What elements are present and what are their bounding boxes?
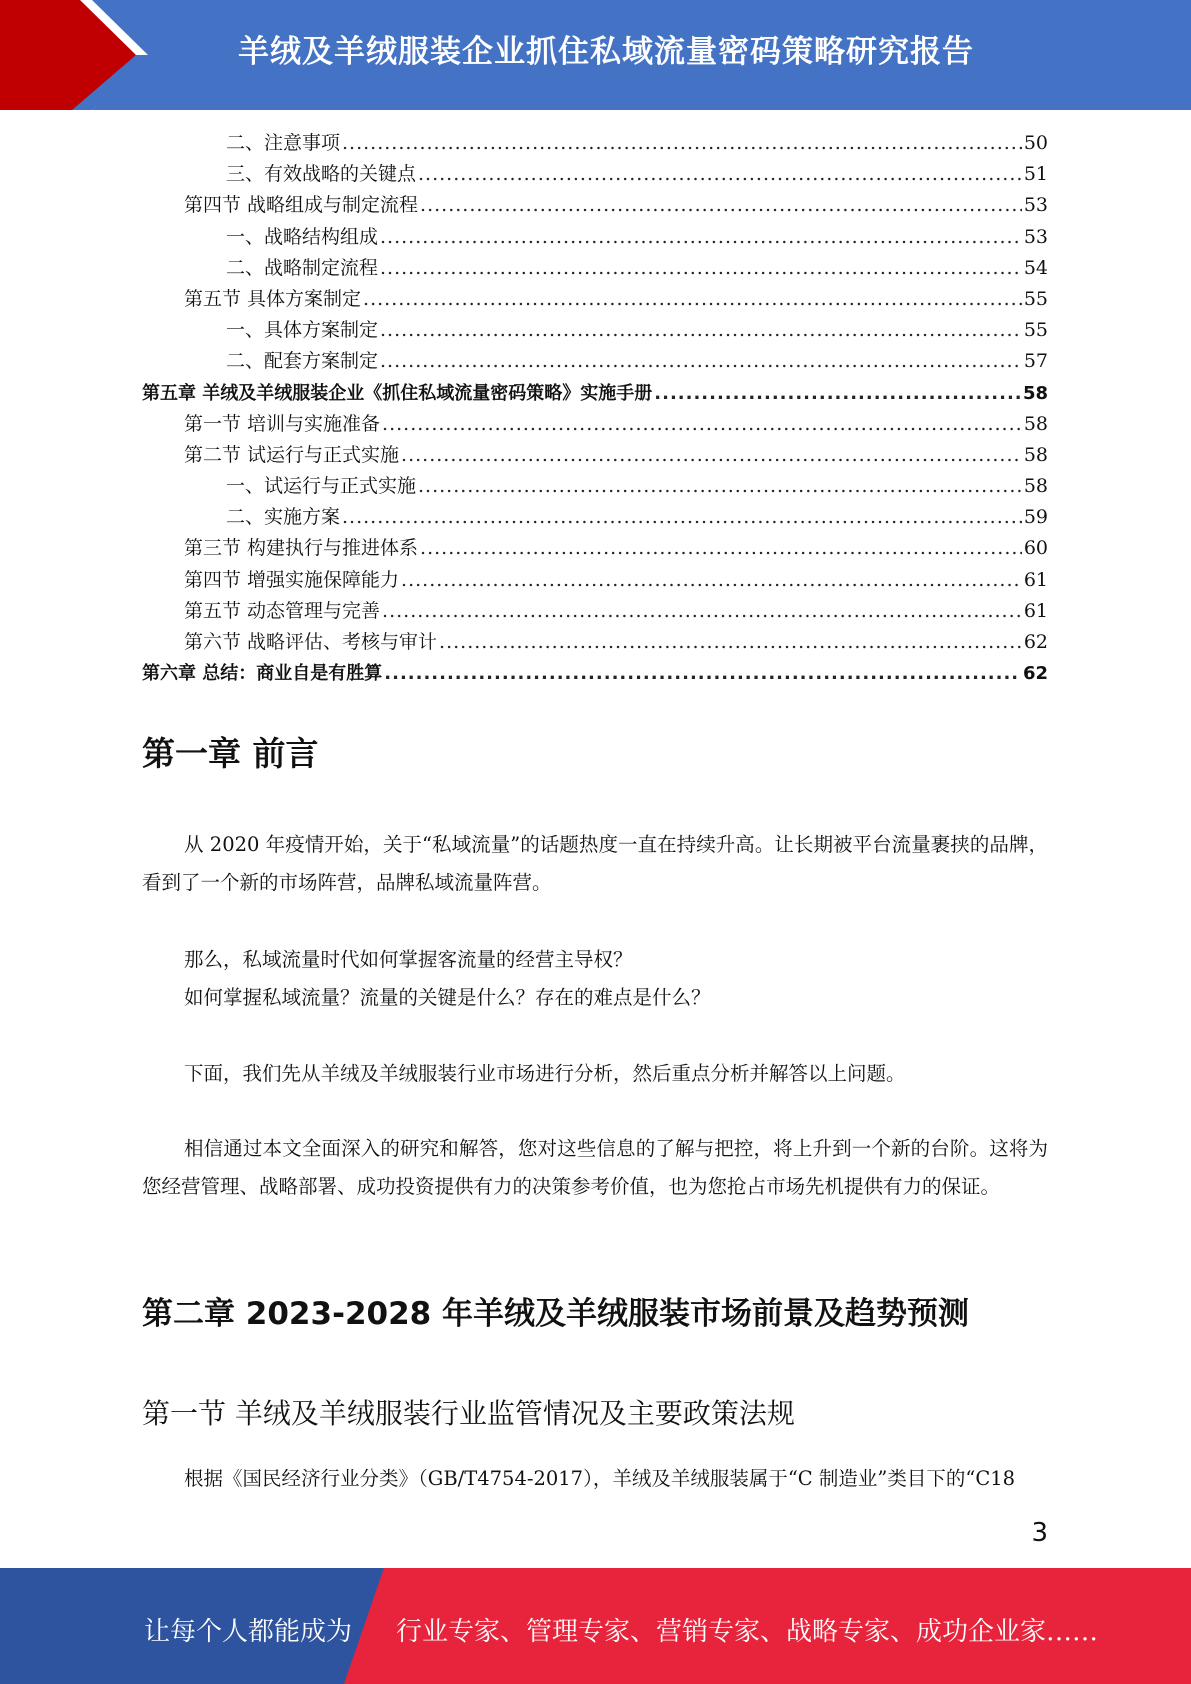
toc-entry-page: 53 <box>1023 225 1048 248</box>
toc-entry-page: 58 <box>1023 475 1048 498</box>
page-header <box>0 0 1191 110</box>
toc-entry-page: 55 <box>1023 287 1048 310</box>
toc-entry-page: 61 <box>1023 568 1048 591</box>
toc-entry[interactable] <box>142 533 1048 564</box>
toc-entry-label: 一、战略结构组成 <box>226 225 379 248</box>
toc-leader-dots <box>420 533 1022 564</box>
toc-entry[interactable] <box>142 627 1048 658</box>
toc-entry[interactable] <box>142 284 1048 315</box>
footer-slogan-right: 行业专家、管理专家、营销专家、战略专家、成功企业家…… <box>396 1617 1099 1647</box>
toc-entry[interactable] <box>142 346 1048 377</box>
toc-entry-label: 第六节 战略评估、考核与审计 <box>184 631 438 653</box>
analysis-paragraph: 下面，我们先从羊绒及羊绒服装行业市场进行分析，然后重点分析并解答以上问题。 <box>184 1062 906 1085</box>
toc-leader-dots <box>418 159 1022 190</box>
toc-leader-dots <box>342 502 1022 533</box>
chapter-one-heading: 第一章 前言 <box>142 734 319 773</box>
page-number: 3 <box>1031 1518 1048 1548</box>
footer-slogan-left: 让每个人都能成为 <box>144 1617 353 1647</box>
toc-entry-page: 60 <box>1023 537 1048 560</box>
toc-entry-label: 第五章 羊绒及羊绒服装企业《抓住私域流量密码策略》实施手册 <box>142 382 653 404</box>
classification-paragraph: 根据《国民经济行业分类》（GB/T4754-2017），羊绒及羊绒服装属于“C 制造业”类目下的“C18 <box>184 1467 1016 1490</box>
toc-entry-label: 第六章 总结：商业自是有胜算 <box>142 663 383 685</box>
toc-entry[interactable] <box>142 658 1048 689</box>
toc-entry-label: 一、具体方案制定 <box>226 319 379 342</box>
toc-entry-label: 二、实施方案 <box>226 506 341 529</box>
toc-entry-label: 二、注意事项 <box>226 132 341 154</box>
toc-entry-label: 第二节 试运行与正式实施 <box>184 443 400 466</box>
toc-entry-page: 54 <box>1023 256 1048 279</box>
toc-leader-dots <box>384 658 1021 689</box>
intro-paragraph: 从 2020 年疫情开始，关于“私域流量”的话题热度一直在持续升高。让长期被平台流量裹挟的品牌，看到了一个新的市场阵营，品牌私域流量阵营。 <box>142 833 1048 894</box>
toc-entry[interactable] <box>142 471 1048 502</box>
toc-leader-dots <box>380 222 1022 253</box>
question-one: 那么，私域流量时代如何掌握客流量的经营主导权？ <box>184 948 633 971</box>
toc-entry[interactable] <box>142 315 1048 346</box>
toc-entry-label: 第三节 构建执行与推进体系 <box>184 537 419 560</box>
toc-entry-page: 50 <box>1023 132 1048 154</box>
toc-entry-label: 三、有效战略的关键点 <box>226 163 417 186</box>
toc-leader-dots <box>380 315 1022 346</box>
toc-entry-page: 57 <box>1023 350 1048 373</box>
toc-entry-page: 58 <box>1023 443 1048 466</box>
toc-entry-label: 二、战略制定流程 <box>226 256 379 279</box>
toc-entry-page: 58 <box>1022 382 1048 404</box>
toc-entry[interactable] <box>142 596 1048 627</box>
section-one-heading: 第一节 羊绒及羊绒服装行业监管情况及主要政策法规 <box>142 1397 795 1430</box>
toc-entry[interactable] <box>142 128 1048 159</box>
toc-leader-dots <box>420 190 1022 221</box>
toc-entry-label: 第四节 战略组成与制定流程 <box>184 194 419 217</box>
toc-entry[interactable] <box>142 159 1048 190</box>
toc-entry[interactable] <box>142 190 1048 221</box>
table-of-contents <box>142 128 1048 689</box>
toc-leader-dots <box>342 128 1022 159</box>
toc-entry-page: 51 <box>1023 163 1048 186</box>
toc-leader-dots <box>363 284 1022 315</box>
toc-entry-page: 53 <box>1023 194 1048 217</box>
toc-entry-label: 第五节 动态管理与完善 <box>184 599 381 622</box>
toc-entry[interactable] <box>142 502 1048 533</box>
toc-entry-page: 61 <box>1023 599 1048 622</box>
toc-entry-label: 第一节 培训与实施准备 <box>184 412 381 435</box>
toc-entry-page: 62 <box>1022 663 1048 685</box>
toc-leader-dots <box>654 378 1021 409</box>
toc-leader-dots <box>380 253 1022 284</box>
page-footer <box>0 1568 1191 1684</box>
toc-entry-label: 第四节 增强实施保障能力 <box>184 568 400 591</box>
toc-entry-page: 62 <box>1023 631 1048 653</box>
toc-leader-dots <box>439 627 1022 658</box>
toc-leader-dots <box>401 440 1022 471</box>
chapter-two-heading: 第二章 2023-2028 年羊绒及羊绒服装市场前景及趋势预测 <box>142 1296 970 1332</box>
toc-entry-page: 59 <box>1023 506 1048 529</box>
toc-entry[interactable] <box>142 253 1048 284</box>
header-title: 羊绒及羊绒服装企业抓住私域流量密码策略研究报告 <box>238 34 974 70</box>
toc-entry[interactable] <box>142 222 1048 253</box>
toc-entry-label: 一、试运行与正式实施 <box>226 475 417 498</box>
toc-leader-dots <box>382 596 1022 627</box>
toc-entry-page: 55 <box>1023 319 1048 342</box>
header-arrow-shape <box>0 0 150 110</box>
toc-entry[interactable] <box>142 440 1048 471</box>
toc-entry-page: 58 <box>1023 412 1048 435</box>
toc-leader-dots <box>401 565 1022 596</box>
toc-entry-label: 二、配套方案制定 <box>226 350 379 373</box>
toc-leader-dots <box>418 471 1022 502</box>
toc-entry[interactable] <box>142 565 1048 596</box>
toc-entry-label: 第五节 具体方案制定 <box>184 287 362 310</box>
conclusion-paragraph: 相信通过本文全面深入的研究和解答，您对这些信息的了解与把控，将上升到一个新的台阶。这将为您经营管理、战略部署、成功投资提供有力的决策参考价值，也为您抢占市场先机提供有力的保证。 <box>142 1137 1048 1198</box>
toc-leader-dots <box>382 409 1022 440</box>
toc-leader-dots <box>380 346 1022 377</box>
question-two: 如何掌握私域流量？流量的关键是什么？存在的难点是什么？ <box>184 986 711 1009</box>
toc-entry[interactable] <box>142 409 1048 440</box>
toc-entry[interactable] <box>142 378 1048 409</box>
